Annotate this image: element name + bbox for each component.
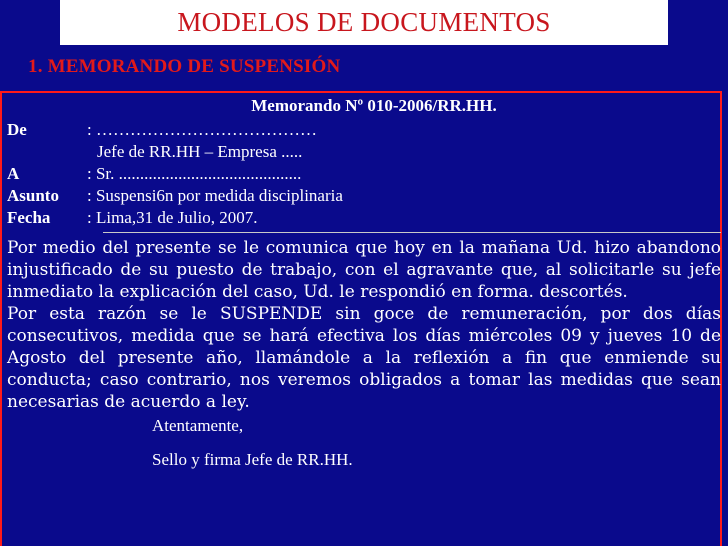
section-heading: 1. MEMORANDO DE SUSPENSIÓN — [28, 56, 341, 77]
separator-line — [103, 232, 721, 233]
field-value: : Lima,31 de Julio, 2007. — [87, 208, 258, 227]
field-row-de — [7, 119, 343, 141]
memo-title: Memorando Nº 010-2006/RR.HH. — [251, 96, 497, 115]
memo-document — [7, 93, 721, 471]
field-value: : Sr. ........................................... — [87, 164, 302, 183]
field-label — [7, 141, 87, 163]
field-row-a — [7, 163, 343, 185]
field-row-asunto — [7, 185, 343, 207]
field-label: De — [7, 120, 27, 139]
field-label: A — [7, 164, 20, 183]
signature-line: Sello y firma Jefe de RR.HH. — [152, 450, 353, 469]
memo-paragraph-2: Por esta razón se le SUSPENDE sin goce de remuneración, por dos días consecutivos, medida que se hará efectiva los días miércoles 09 y jueves 10 de Agosto del presente año, llamándole a la reflexión a fin que enmiende su conducta; caso contrario, nos veremos obligados a tomar las medidas que sean necesarias de acuerdo a ley. — [7, 304, 721, 412]
field-row-fecha — [7, 207, 343, 229]
field-label: Fecha — [7, 208, 51, 227]
title-banner — [60, 0, 668, 45]
field-value: : ………………………………… — [87, 120, 317, 139]
field-value: : Suspensi6n por medida disciplinaria — [87, 186, 343, 205]
memo-paragraph-1: Por medio del presente se le comunica que hoy en la mañana Ud. hizo abandono injustificado de su puesto de trabajo, con el agravante que, al solicitarle su jefe inmediato la explicación del caso, Ud. le respondió en forma. descortés. — [7, 238, 721, 302]
page-title: MODELOS DE DOCUMENTOS — [177, 7, 551, 37]
field-value: Jefe de RR.HH – Empresa ..... — [97, 142, 303, 161]
memo-header-fields — [7, 119, 343, 229]
field-label: Asunto — [7, 186, 59, 205]
field-row-de-detail — [7, 141, 343, 163]
closing-salutation: Atentamente, — [152, 416, 244, 435]
